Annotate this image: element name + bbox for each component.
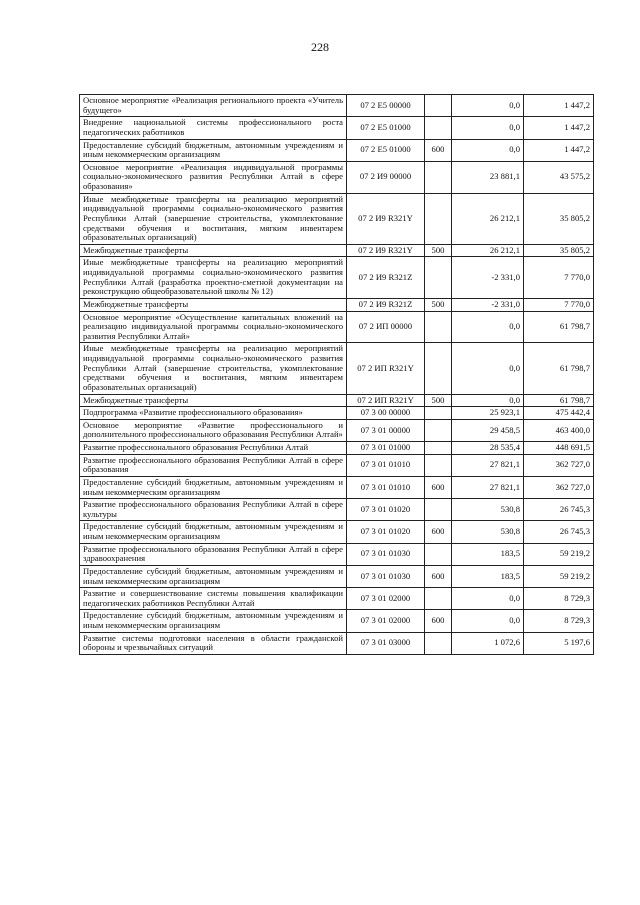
row-name-cell: Предоставление субсидий бюджетным, автономным учреждениям и иным некоммерческим организациям <box>80 565 347 587</box>
table-row <box>80 139 594 161</box>
row-total-amount-cell: 35 805,2 <box>524 244 594 257</box>
row-change-amount-cell: 27 821,1 <box>452 476 524 498</box>
row-code-cell: 07 3 01 02000 <box>347 610 425 632</box>
row-change-amount-cell: 0,0 <box>452 117 524 139</box>
row-name-cell: Развитие профессионального образования Республики Алтай в сфере здравоохранения <box>80 543 347 565</box>
row-code-cell: 07 2 И9 00000 <box>347 161 425 193</box>
row-expense-type-cell <box>425 454 452 476</box>
row-total-amount-cell: 7 770,0 <box>524 257 594 299</box>
row-change-amount-cell: 530,8 <box>452 499 524 521</box>
row-change-amount-cell: 29 458,5 <box>452 419 524 441</box>
row-code-cell: 07 2 ИП 00000 <box>347 311 425 343</box>
row-name-cell: Межбюджетные трансферты <box>80 298 347 311</box>
row-code-cell: 07 3 01 01010 <box>347 454 425 476</box>
row-total-amount-cell: 1 447,2 <box>524 139 594 161</box>
row-expense-type-cell <box>425 632 452 654</box>
budget-table <box>79 94 594 655</box>
row-change-amount-cell: 183,5 <box>452 565 524 587</box>
row-expense-type-cell <box>425 193 452 244</box>
row-expense-type-cell: 600 <box>425 565 452 587</box>
row-change-amount-cell: -2 331,0 <box>452 257 524 299</box>
table-row <box>80 394 594 407</box>
page-number: 228 <box>311 40 329 54</box>
table-row <box>80 95 594 117</box>
row-name-cell: Предоставление субсидий бюджетным, автономным учреждениям и иным некоммерческим организациям <box>80 476 347 498</box>
row-code-cell: 07 3 01 01020 <box>347 521 425 543</box>
row-change-amount-cell: -2 331,0 <box>452 298 524 311</box>
row-code-cell: 07 2 И9 R321Z <box>347 298 425 311</box>
row-expense-type-cell <box>425 311 452 343</box>
row-code-cell: 07 3 01 01010 <box>347 476 425 498</box>
row-code-cell: 07 2 И9 R321Z <box>347 257 425 299</box>
row-total-amount-cell: 8 729,3 <box>524 588 594 610</box>
table-row <box>80 521 594 543</box>
row-change-amount-cell: 0,0 <box>452 311 524 343</box>
row-change-amount-cell: 0,0 <box>452 139 524 161</box>
row-name-cell: Межбюджетные трансферты <box>80 394 347 407</box>
row-code-cell: 07 3 01 01030 <box>347 565 425 587</box>
table-row <box>80 311 594 343</box>
row-code-cell: 07 2 ИП R321Y <box>347 394 425 407</box>
row-total-amount-cell: 26 745,3 <box>524 499 594 521</box>
row-change-amount-cell: 0,0 <box>452 588 524 610</box>
row-name-cell: Иные межбюджетные трансферты на реализацию мероприятий индивидуальной программы социально-экономического развития Республики Алтай (разработка проектно-сметной документации на реконструкцию общеобразовательной школы № 12) <box>80 257 347 299</box>
row-name-cell: Иные межбюджетные трансферты на реализацию мероприятий индивидуальной программы социально-экономического развития Республики Алтай (завершение строительства, укомплектование средствами обучения и воспитания, мягким инвентарем образовательных организаций) <box>80 343 347 394</box>
row-change-amount-cell: 1 072,6 <box>452 632 524 654</box>
row-expense-type-cell <box>425 257 452 299</box>
table-row <box>80 161 594 193</box>
row-name-cell: Внедрение национальной системы профессионального роста педагогических работников <box>80 117 347 139</box>
row-expense-type-cell: 500 <box>425 298 452 311</box>
row-code-cell: 07 2 E5 00000 <box>347 95 425 117</box>
row-change-amount-cell: 23 881,1 <box>452 161 524 193</box>
row-expense-type-cell <box>425 588 452 610</box>
row-total-amount-cell: 7 770,0 <box>524 298 594 311</box>
row-total-amount-cell: 463 400,0 <box>524 419 594 441</box>
row-total-amount-cell: 362 727,0 <box>524 454 594 476</box>
row-total-amount-cell: 1 447,2 <box>524 117 594 139</box>
row-expense-type-cell: 600 <box>425 139 452 161</box>
table-row <box>80 588 594 610</box>
row-name-cell: Основное мероприятие «Реализация индивидуальной программы социально-экономического развития Республики Алтай в сфере образования» <box>80 161 347 193</box>
row-total-amount-cell: 1 447,2 <box>524 95 594 117</box>
row-total-amount-cell: 59 219,2 <box>524 543 594 565</box>
table-row <box>80 565 594 587</box>
table-row <box>80 419 594 441</box>
row-code-cell: 07 3 01 03000 <box>347 632 425 654</box>
row-code-cell: 07 3 01 00000 <box>347 419 425 441</box>
row-change-amount-cell: 530,8 <box>452 521 524 543</box>
row-total-amount-cell: 43 575,2 <box>524 161 594 193</box>
row-expense-type-cell: 600 <box>425 521 452 543</box>
row-name-cell: Развитие профессионального образования Республики Алтай в сфере культуры <box>80 499 347 521</box>
row-total-amount-cell: 59 219,2 <box>524 565 594 587</box>
row-change-amount-cell: 0,0 <box>452 343 524 394</box>
row-name-cell: Предоставление субсидий бюджетным, автономным учреждениям и иным некоммерческим организациям <box>80 610 347 632</box>
row-code-cell: 07 3 01 01020 <box>347 499 425 521</box>
row-change-amount-cell: 26 212,1 <box>452 193 524 244</box>
table-row <box>80 499 594 521</box>
budget-table-body <box>80 95 594 655</box>
row-name-cell: Иные межбюджетные трансферты на реализацию мероприятий индивидуальной программы социально-экономического развития Республики Алтай (завершение строительства, укомплектование средствами обучения и воспитания, мягким инвентарем образовательных организаций) <box>80 193 347 244</box>
row-name-cell: Подпрограмма «Развитие профессионального образования» <box>80 407 347 420</box>
row-expense-type-cell: 600 <box>425 610 452 632</box>
row-change-amount-cell: 26 212,1 <box>452 244 524 257</box>
table-row <box>80 257 594 299</box>
row-name-cell: Развитие системы подготовки населения в области гражданской обороны и чрезвычайных ситуаций <box>80 632 347 654</box>
row-name-cell: Развитие и совершенствование системы повышения квалификации педагогических работников Республики Алтай <box>80 588 347 610</box>
row-total-amount-cell: 35 805,2 <box>524 193 594 244</box>
table-row <box>80 442 594 455</box>
table-row <box>80 244 594 257</box>
row-expense-type-cell <box>425 117 452 139</box>
row-expense-type-cell <box>425 499 452 521</box>
row-change-amount-cell: 0,0 <box>452 394 524 407</box>
row-code-cell: 07 3 01 02000 <box>347 588 425 610</box>
row-total-amount-cell: 5 197,6 <box>524 632 594 654</box>
row-name-cell: Основное мероприятие «Осуществление капитальных вложений на реализацию индивидуальной программы социально-экономического развития Республики Алтай» <box>80 311 347 343</box>
row-code-cell: 07 2 И9 R321Y <box>347 244 425 257</box>
row-change-amount-cell: 183,5 <box>452 543 524 565</box>
table-row <box>80 632 594 654</box>
table-row <box>80 454 594 476</box>
table-row <box>80 193 594 244</box>
row-change-amount-cell: 27 821,1 <box>452 454 524 476</box>
row-name-cell: Межбюджетные трансферты <box>80 244 347 257</box>
table-row <box>80 476 594 498</box>
row-expense-type-cell: 500 <box>425 394 452 407</box>
row-code-cell: 07 3 01 01030 <box>347 543 425 565</box>
table-row <box>80 117 594 139</box>
row-name-cell: Предоставление субсидий бюджетным, автономным учреждениям и иным некоммерческим организациям <box>80 521 347 543</box>
row-expense-type-cell <box>425 343 452 394</box>
row-expense-type-cell <box>425 161 452 193</box>
row-change-amount-cell: 28 535,4 <box>452 442 524 455</box>
row-code-cell: 07 3 01 01000 <box>347 442 425 455</box>
row-expense-type-cell <box>425 442 452 455</box>
row-name-cell: Развитие профессионального образования Республики Алтай <box>80 442 347 455</box>
row-change-amount-cell: 0,0 <box>452 95 524 117</box>
row-code-cell: 07 2 E5 01000 <box>347 117 425 139</box>
row-total-amount-cell: 362 727,0 <box>524 476 594 498</box>
row-name-cell: Основное мероприятие «Развитие профессионального и дополнительного профессионального образования Республики Алтай» <box>80 419 347 441</box>
row-total-amount-cell: 8 729,3 <box>524 610 594 632</box>
row-total-amount-cell: 61 798,7 <box>524 343 594 394</box>
table-row <box>80 543 594 565</box>
row-change-amount-cell: 25 923,1 <box>452 407 524 420</box>
row-expense-type-cell <box>425 95 452 117</box>
row-name-cell: Предоставление субсидий бюджетным, автономным учреждениям и иным некоммерческим организациям <box>80 139 347 161</box>
row-total-amount-cell: 61 798,7 <box>524 311 594 343</box>
row-total-amount-cell: 61 798,7 <box>524 394 594 407</box>
row-code-cell: 07 3 00 00000 <box>347 407 425 420</box>
row-code-cell: 07 2 И9 R321Y <box>347 193 425 244</box>
row-total-amount-cell: 448 691,5 <box>524 442 594 455</box>
table-row <box>80 298 594 311</box>
table-row <box>80 407 594 420</box>
row-expense-type-cell <box>425 543 452 565</box>
row-change-amount-cell: 0,0 <box>452 610 524 632</box>
table-row <box>80 610 594 632</box>
row-code-cell: 07 2 ИП R321Y <box>347 343 425 394</box>
row-expense-type-cell: 600 <box>425 476 452 498</box>
row-expense-type-cell: 500 <box>425 244 452 257</box>
row-expense-type-cell <box>425 407 452 420</box>
row-name-cell: Основное мероприятие «Реализация регионального проекта «Учитель будущего» <box>80 95 347 117</box>
row-name-cell: Развитие профессионального образования Республики Алтай в сфере образования <box>80 454 347 476</box>
row-total-amount-cell: 26 745,3 <box>524 521 594 543</box>
row-total-amount-cell: 475 442,4 <box>524 407 594 420</box>
row-expense-type-cell <box>425 419 452 441</box>
row-code-cell: 07 2 E5 01000 <box>347 139 425 161</box>
table-row <box>80 343 594 394</box>
